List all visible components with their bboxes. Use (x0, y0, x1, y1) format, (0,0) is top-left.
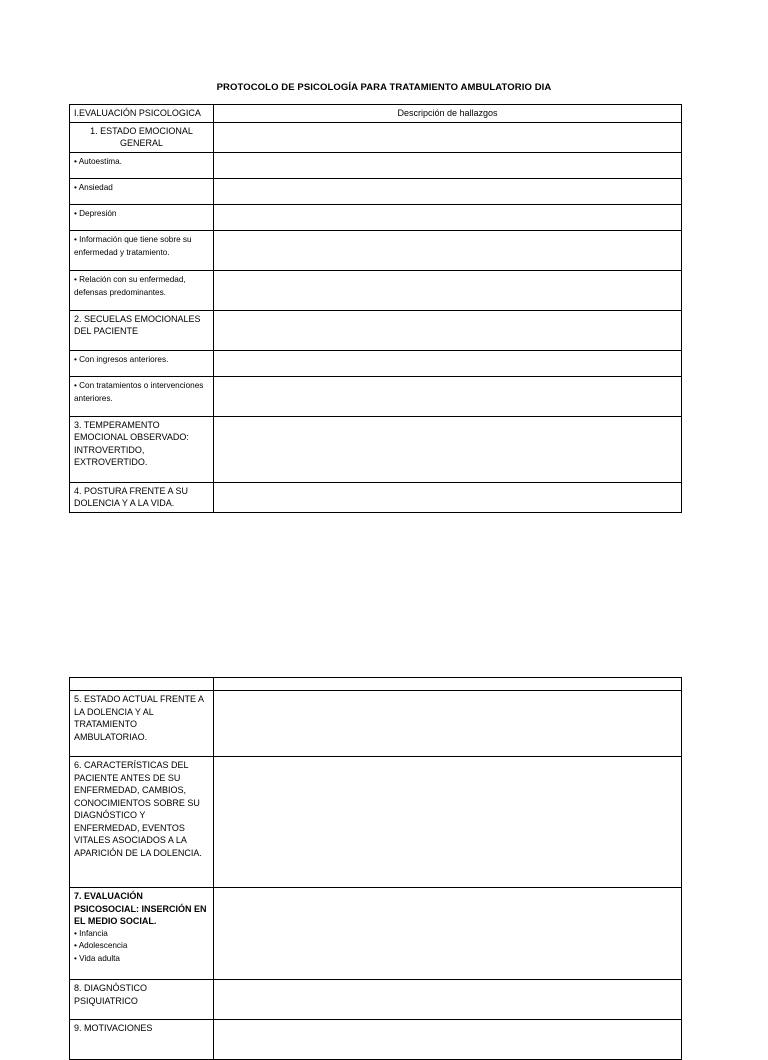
table-row (70, 416, 682, 482)
table-row (70, 980, 682, 1020)
table-row (70, 678, 682, 691)
row-label-postura: 4. POSTURA FRENTE A SU DOLENCIA Y A LA VIDA. (70, 482, 214, 512)
findings-cell[interactable] (214, 888, 682, 980)
row-label-relacion: • Relación con su enfermedad, defensas predominantes. (70, 270, 214, 310)
findings-cell[interactable] (214, 1020, 682, 1060)
table-row (70, 270, 682, 310)
table-row (70, 376, 682, 416)
evaluation-table-1 (69, 104, 682, 513)
findings-cell[interactable] (214, 376, 682, 416)
row-label-empty (70, 678, 214, 691)
findings-cell[interactable] (214, 757, 682, 888)
row-label-temperamento: 3. TEMPERAMENTO EMOCIONAL OBSERVADO: INTROVERTIDO, EXTROVERTIDO. (70, 416, 214, 482)
findings-cell[interactable] (214, 416, 682, 482)
row-label-secuelas: 2. SECUELAS EMOCIONALES DEL PACIENTE (70, 310, 214, 350)
evaluation-table-2 (69, 677, 682, 1060)
row-label-informacion: • Información que tiene sobre su enfermedad y tratamiento. (70, 230, 214, 270)
findings-cell[interactable] (214, 204, 682, 230)
table-row (70, 350, 682, 376)
row-label-tratamientos: • Con tratamientos o intervenciones anteriores. (70, 376, 214, 416)
findings-cell[interactable] (214, 270, 682, 310)
row-label-ansiedad: • Ansiedad (70, 178, 214, 204)
table-row (70, 691, 682, 757)
page-title: PROTOCOLO DE PSICOLOGÍA PARA TRATAMIENTO AMBULATORIO DIA (216, 82, 552, 93)
table-row (70, 204, 682, 230)
header-descripcion: Descripción de hallazgos (214, 105, 682, 123)
list-item-infancia: • Infancia (74, 928, 108, 938)
row-label-evaluacion-psicosocial: 7. EVALUACIÓN PSICOSOCIAL: INSERCIÓN EN EL MEDIO SOCIAL. (74, 891, 207, 926)
table-row (70, 122, 682, 152)
row-label-motivaciones: 9. MOTIVACIONES (70, 1020, 214, 1060)
findings-cell[interactable] (214, 678, 682, 691)
findings-cell[interactable] (214, 310, 682, 350)
list-item-vida-adulta: • Vida adulta (74, 953, 120, 963)
row-label-ingresos: • Con ingresos anteriores. (70, 350, 214, 376)
row-cell-evaluacion-psicosocial (70, 888, 214, 980)
table-header-row (70, 105, 682, 123)
table-row (70, 152, 682, 178)
table-row (70, 1020, 682, 1060)
row-label-caracteristicas: 6. CARACTERÍSTICAS DEL PACIENTE ANTES DE SU ENFERMEDAD, CAMBIOS, CONOCIMIENTOS SOBRE SU DIAGNÓSTICO Y ENFERMEDAD, EVENTOS VITALES ASOCIADOS A LA APARICIÓN DE LA DOLENCIA. (70, 757, 214, 888)
findings-cell[interactable] (214, 122, 682, 152)
list-item-adolescencia: • Adolescencia (74, 941, 128, 950)
findings-cell[interactable] (214, 482, 682, 512)
row-label-depresion: • Depresión (70, 204, 214, 230)
row-label-diagnostico: 8. DIAGNÓSTICO PSIQUIATRICO (70, 980, 214, 1020)
table-row (70, 888, 682, 980)
row-label-estado-emocional: 1. ESTADO EMOCIONAL GENERAL (70, 122, 214, 152)
table-row (70, 482, 682, 512)
findings-cell[interactable] (214, 691, 682, 757)
findings-cell[interactable] (214, 350, 682, 376)
row-label-estado-actual: 5. ESTADO ACTUAL FRENTE A LA DOLENCIA Y AL TRATAMIENTO AMBULATORIAO. (70, 691, 214, 757)
row-label-autoestima: • Autoestima. (70, 152, 214, 178)
findings-cell[interactable] (214, 230, 682, 270)
findings-cell[interactable] (214, 152, 682, 178)
table-row (70, 310, 682, 350)
table-row (70, 178, 682, 204)
findings-cell[interactable] (214, 178, 682, 204)
table-row (70, 757, 682, 888)
findings-cell[interactable] (214, 980, 682, 1020)
table-row (70, 230, 682, 270)
header-evaluacion: I.EVALUACIÓN PSICOLOGICA (70, 105, 214, 123)
